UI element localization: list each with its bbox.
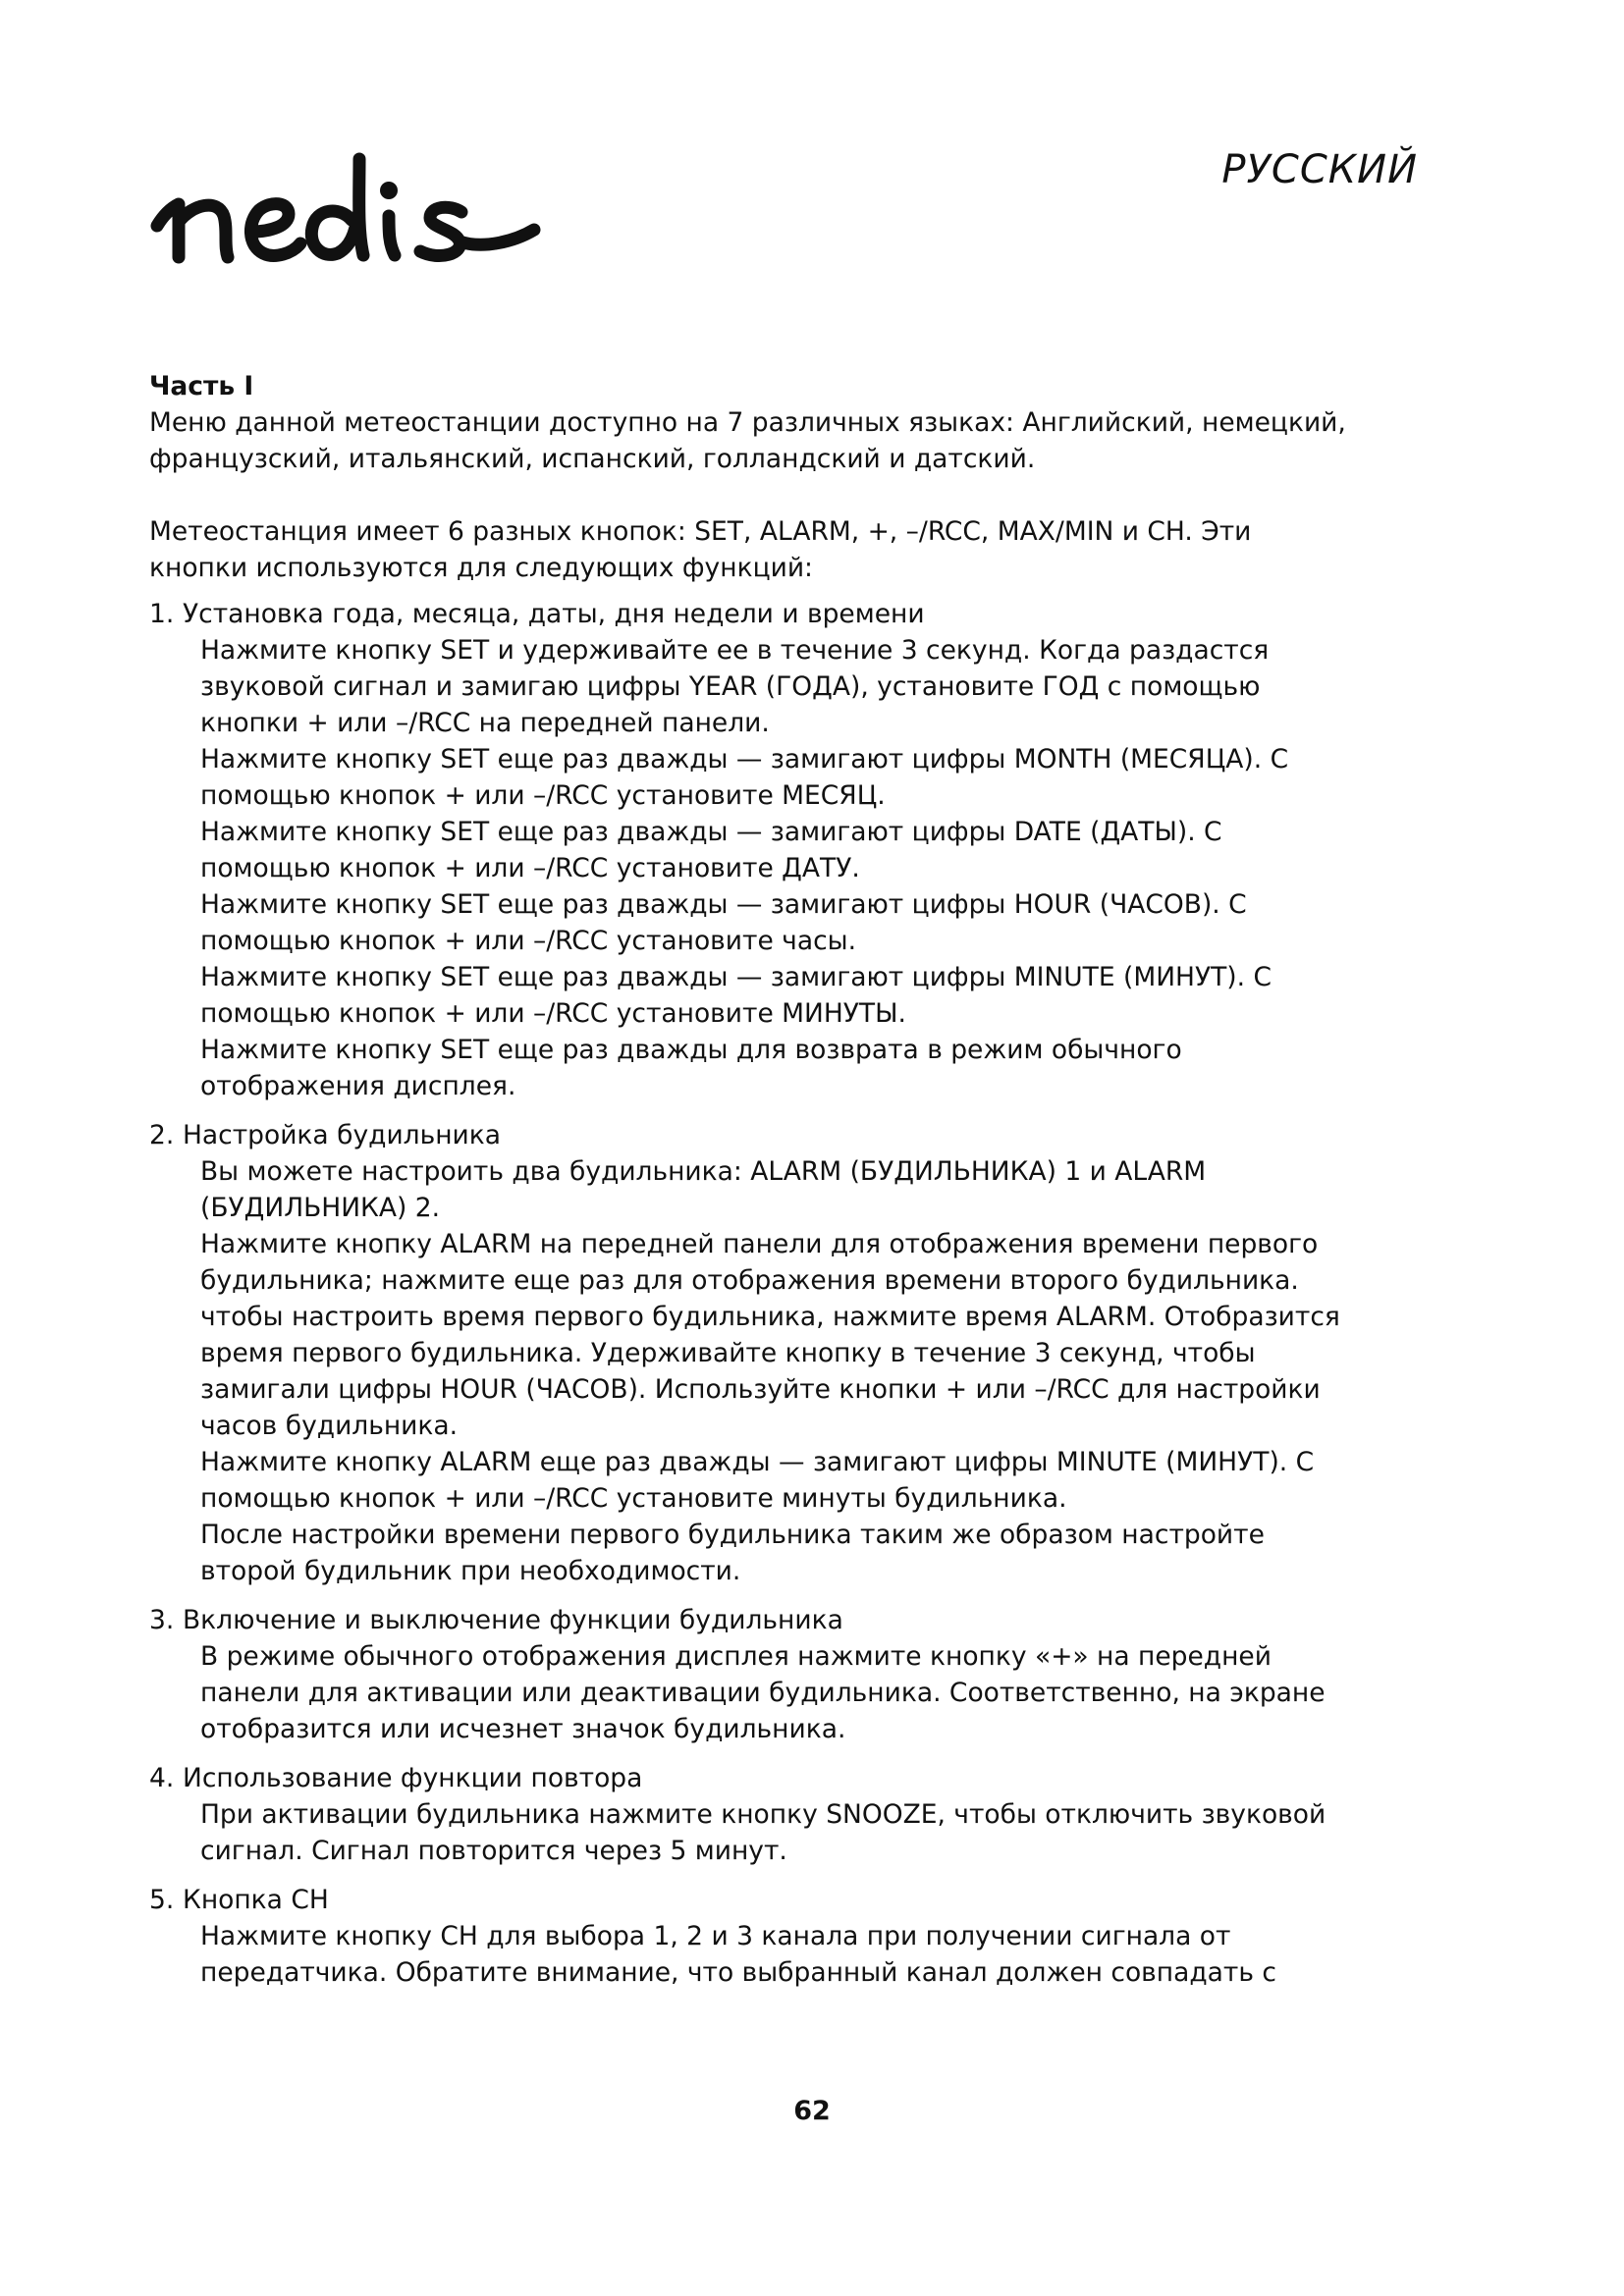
step-body bbox=[149, 1918, 1357, 1991]
document-body bbox=[149, 368, 1357, 2003]
step-number: 5. bbox=[149, 1885, 175, 1915]
step-body bbox=[149, 1638, 1357, 1747]
step-heading bbox=[149, 1602, 1357, 1638]
steps-list bbox=[149, 596, 1357, 1991]
step-line: Нажмите кнопку SET еще раз дважды — замигают цифры HOUR (ЧАСОВ). С помощью кнопок + или –/RCC установите часы. bbox=[200, 889, 1247, 956]
step-number: 3. bbox=[149, 1605, 175, 1635]
step-line: Нажмите кнопку SET еще раз дважды — замигают цифры MINUTE (МИНУТ). С помощью кнопок + или –/RCC установите МИНУТЫ. bbox=[200, 962, 1272, 1029]
step-line: Вы можете настроить два будильника: ALARM (БУДИЛЬНИКА) 1 и ALARM (БУДИЛЬНИКА) 2. bbox=[200, 1156, 1207, 1223]
step-body bbox=[149, 1796, 1357, 1869]
step-heading bbox=[149, 1117, 1357, 1153]
list-item bbox=[149, 596, 1357, 1104]
step-line: Нажмите кнопку SET еще раз дважды — замигают цифры MONTH (МЕСЯЦА). С помощью кнопок + или –/RCC установите МЕСЯЦ. bbox=[200, 744, 1289, 811]
step-body bbox=[149, 632, 1357, 1104]
step-line: Нажмите кнопку ALARM на передней панели для отображения времени первого будильника; нажмите еще раз для отображения времени второго будильника. чтобы настроить время первого будильника, нажмите время ALARM. Отобразится время первого будильника. Удерживайте кнопку в течение 3 секунд, чтобы замигали цифры HOUR (ЧАСОВ). Используйте кнопки + или –/RCC для настройки часов будильника. bbox=[200, 1229, 1340, 1441]
step-heading bbox=[149, 1760, 1357, 1796]
step-number: 2. bbox=[149, 1120, 175, 1150]
step-title: Установка года, месяца, даты, дня недели и времени bbox=[183, 599, 925, 629]
list-item bbox=[149, 1117, 1357, 1589]
step-heading bbox=[149, 596, 1357, 632]
step-number: 4. bbox=[149, 1763, 175, 1793]
list-item bbox=[149, 1882, 1357, 1991]
list-item bbox=[149, 1760, 1357, 1869]
step-line: Нажмите кнопку SET еще раз дважды — замигают цифры DATE (ДАТЫ). С помощью кнопок + или –/RCC установите ДАТУ. bbox=[200, 817, 1222, 883]
buttons-paragraph: Метеостанция имеет 6 разных кнопок: SET, ALARM, +, –/RCC, MAX/MIN и CH. Эти кнопки используются для следующих функций: bbox=[149, 516, 1252, 583]
step-body bbox=[149, 1153, 1357, 1589]
section-title: Часть I bbox=[149, 371, 254, 401]
step-line: Нажмите кнопку SET еще раз дважды для возврата в режим обычного отображения дисплея. bbox=[200, 1035, 1182, 1101]
step-line: Нажмите кнопку ALARM еще раз дважды — замигают цифры MINUTE (МИНУТ). С помощью кнопок + или –/RCC установите минуты будильника. bbox=[200, 1447, 1315, 1514]
language-label: РУССКИЙ bbox=[1221, 147, 1418, 192]
step-line: Нажмите кнопку SET и удерживайте ее в течение 3 секунд. Когда раздастся звуковой сигнал и замигаю цифры YEAR (ГОДА), установите ГОД с помощью кнопки + или –/RCC на передней панели. bbox=[200, 635, 1270, 738]
step-title: Настройка будильника bbox=[183, 1120, 502, 1150]
step-line: Нажмите кнопку CH для выбора 1, 2 и 3 канала при получении сигнала от передатчика. Обратите внимание, что выбранный канал должен совпадать с bbox=[200, 1921, 1276, 1988]
step-line: В режиме обычного отображения дисплея нажмите кнопку «+» на передней панели для активации или деактивации будильника. Соответственно, на экране отобразится или исчезнет значок будильника. bbox=[200, 1641, 1326, 1744]
step-heading bbox=[149, 1882, 1357, 1918]
step-title: Включение и выключение функции будильника bbox=[183, 1605, 843, 1635]
step-line: После настройки времени первого будильника таким же образом настройте второй будильник при необходимости. bbox=[200, 1520, 1265, 1586]
list-item bbox=[149, 1602, 1357, 1747]
step-title: Кнопка CH bbox=[183, 1885, 329, 1915]
page-number: 62 bbox=[793, 2096, 831, 2126]
intro-paragraph: Меню данной метеостанции доступно на 7 различных языках: Английский, немецкий, французский, итальянский, испанский, голландский и датский. bbox=[149, 407, 1346, 474]
step-number: 1. bbox=[149, 599, 175, 629]
step-line: При активации будильника нажмите кнопку SNOOZE, чтобы отключить звуковой сигнал. Сигнал повторится через 5 минут. bbox=[200, 1799, 1326, 1866]
nedis-logo bbox=[149, 147, 562, 275]
step-title: Использование функции повтора bbox=[183, 1763, 643, 1793]
